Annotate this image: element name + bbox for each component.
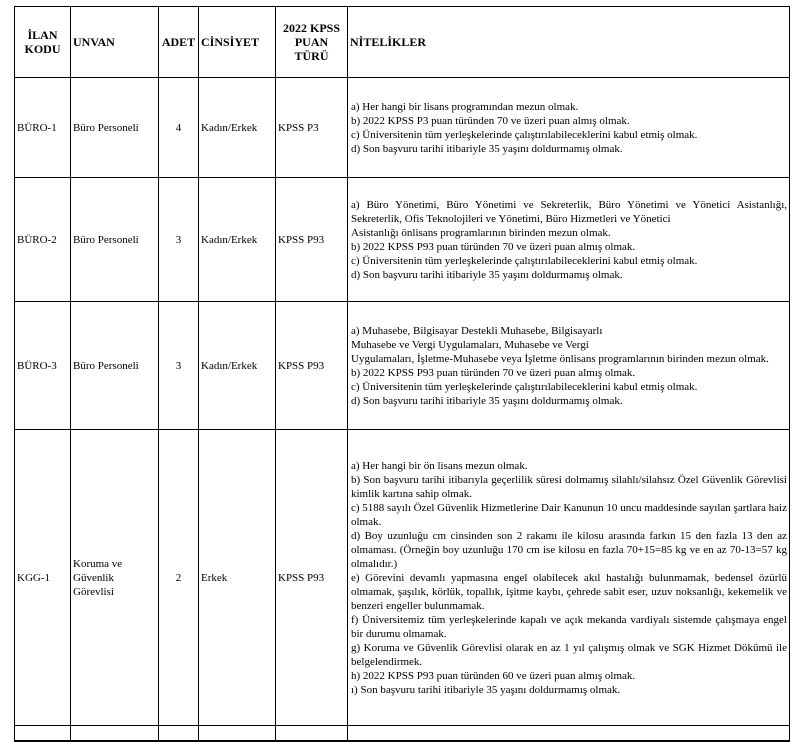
requirement-item: d) Boy uzunluğu cm cinsinden son 2 rakamı ile kilosu arasında farkın 15 den fazla 13 den az olmaması. (Örneğin boy uzunluğu 170 cm ise kilosu en fazla 70+15=85 kg ve en az 70-13=57 kg olmalıdır.) <box>351 529 787 570</box>
requirement-item: c) Üniversitenin tüm yerleşkelerinde çalıştırılabileceklerini kabul etmiş olmak. <box>351 380 698 393</box>
table-row <box>15 302 790 430</box>
cell-title: Büro Personeli <box>71 302 159 430</box>
job-listing-table <box>14 6 790 742</box>
cell-empty <box>159 726 199 742</box>
requirement-item: c) Üniversitenin tüm yerleşkelerinde çalıştırılabileceklerini kabul etmiş olmak. <box>351 128 698 141</box>
cell-gender: Erkek <box>199 430 276 726</box>
cell-empty <box>276 726 348 742</box>
cell-requirements <box>348 78 790 178</box>
cell-requirements <box>348 302 790 430</box>
requirement-item: f) Üniversitemiz tüm yerleşkelerinde kapalı ve açık mekanda vardiyalı sistemde çalışmaya engel bir durumu olmamak. <box>351 613 787 640</box>
cell-score-type: KPSS P93 <box>276 430 348 726</box>
cell-title: Büro Personeli <box>71 78 159 178</box>
cell-empty <box>348 726 790 742</box>
table-row <box>15 178 790 302</box>
requirement-item: h) 2022 KPSS P93 puan türünden 60 ve üzeri puan almış olmak. <box>351 669 636 682</box>
cell-score-type: KPSS P93 <box>276 302 348 430</box>
requirement-item: c) Üniversitenin tüm yerleşkelerinde çalıştırılabileceklerini kabul etmiş olmak. <box>351 254 698 267</box>
requirement-item: Uygulamaları, İşletme-Muhasebe veya İşletme önlisans programlarının birinden mezun olmak. <box>351 352 769 365</box>
requirement-item: c) 5188 sayılı Özel Güvenlik Hizmetlerine Dair Kanunun 10 uncu maddesinde sayılan şartlara haiz olmak. <box>351 501 787 528</box>
cell-title: Koruma ve Güvenlik Görevlisi <box>71 430 159 726</box>
header-unvan: UNVAN <box>71 7 159 78</box>
requirement-item: e) Görevini devamlı yapmasına engel olabilecek akıl hastalığı bulunmamak, bedensel özürlü olmamak, şaşılık, körlük, topallık, işitme kaybı, çehrede sabit eser, uzuv noksanlığı, kekemelik ve benzeri engeller bulunmamak. <box>351 571 787 612</box>
header-cinsiyet: CİNSİYET <box>199 7 276 78</box>
cell-score-type: KPSS P93 <box>276 178 348 302</box>
requirement-item: b) 2022 KPSS P93 puan türünden 70 ve üzeri puan almış olmak. <box>351 366 636 379</box>
cell-count: 4 <box>159 78 199 178</box>
cell-score-type: KPSS P3 <box>276 78 348 178</box>
cell-requirements <box>348 430 790 726</box>
requirement-item: a) Büro Yönetimi, Büro Yönetimi ve Sekreterlik, Büro Yönetimi ve Yönetici Asistanlığı, Sekreterlik, Ofis Teknolojileri ve Yönetimi, Büro Hizmetleri ve Yönetici <box>351 198 787 225</box>
requirement-item: b) 2022 KPSS P3 puan türünden 70 ve üzeri puan almış olmak. <box>351 114 630 127</box>
header-ilan-kodu-line2: KODU <box>24 42 61 56</box>
cell-empty <box>71 726 159 742</box>
requirement-item: b) 2022 KPSS P93 puan türünden 70 ve üzeri puan almış olmak. <box>351 240 636 253</box>
header-ilan-kodu <box>15 7 71 78</box>
cell-code: BÜRO-1 <box>15 78 71 178</box>
header-puan-turu <box>276 7 348 78</box>
cell-gender: Kadın/Erkek <box>199 78 276 178</box>
header-nitelikler: NİTELİKLER <box>348 7 790 78</box>
table-row <box>15 430 790 726</box>
cell-count: 3 <box>159 178 199 302</box>
table-row <box>15 78 790 178</box>
header-puan-turu-line3: TÜRÜ <box>294 49 329 63</box>
header-adet: ADET <box>159 7 199 78</box>
requirement-item: d) Son başvuru tarihi itibariyle 35 yaşını doldurmamış olmak. <box>351 142 623 155</box>
header-row <box>15 7 790 78</box>
cell-gender: Kadın/Erkek <box>199 302 276 430</box>
requirement-item: Muhasebe ve Vergi Uygulamaları, Muhasebe ve Vergi <box>351 338 589 351</box>
header-puan-turu-line1: 2022 KPSS <box>282 21 340 35</box>
cell-code: BÜRO-3 <box>15 302 71 430</box>
cell-empty <box>15 726 71 742</box>
cell-count: 3 <box>159 302 199 430</box>
cell-count: 2 <box>159 430 199 726</box>
requirement-item: a) Her hangi bir ön lisans mezun olmak. <box>351 459 528 472</box>
requirement-item: d) Son başvuru tarihi itibariyle 35 yaşını doldurmamış olmak. <box>351 394 623 407</box>
cell-gender: Kadın/Erkek <box>199 178 276 302</box>
cell-title: Büro Personeli <box>71 178 159 302</box>
cell-empty <box>199 726 276 742</box>
header-ilan-kodu-line1: İLAN <box>27 28 58 42</box>
cell-requirements <box>348 178 790 302</box>
requirement-item: ı) Son başvuru tarihi itibariyle 35 yaşını doldurmamış olmak. <box>351 683 621 696</box>
requirement-item: a) Muhasebe, Bilgisayar Destekli Muhasebe, Bilgisayarlı <box>351 324 603 337</box>
requirement-item: d) Son başvuru tarihi itibariyle 35 yaşını doldurmamış olmak. <box>351 268 623 281</box>
requirement-item: b) Son başvuru tarihi itibarıyla geçerlilik süresi dolmamış silahlı/silahsız Özel Güvenlik Görevlisi kimlik kartına sahip olmak. <box>351 473 787 500</box>
cell-code: KGG-1 <box>15 430 71 726</box>
requirement-item: a) Her hangi bir lisans programından mezun olmak. <box>351 100 579 113</box>
requirement-item: g) Koruma ve Güvenlik Görevlisi olarak en az 1 yıl çalışmış olmak ve SGK Hizmet Dökümü ile belgelendirmek. <box>351 641 787 668</box>
table-row-empty <box>15 726 790 742</box>
header-puan-turu-line2: PUAN <box>294 35 329 49</box>
requirement-item: Asistanlığı önlisans programlarının birinden mezun olmak. <box>351 226 611 239</box>
cell-code: BÜRO-2 <box>15 178 71 302</box>
